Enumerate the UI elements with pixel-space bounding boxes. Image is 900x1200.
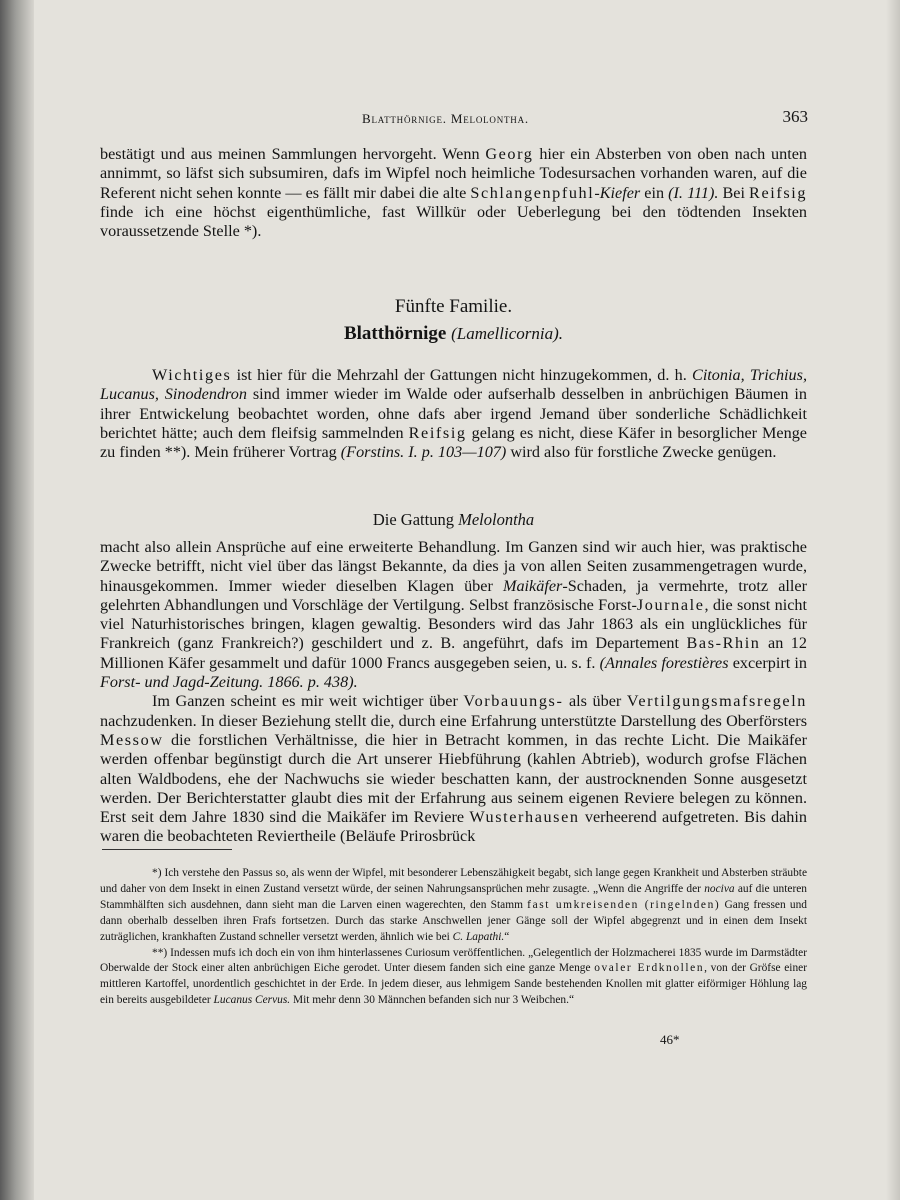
text-run: die forstlichen Verhältnisse, die hier in Betracht kommen, in das rechte Licht. Die Maikäfer werden offenbar begünstigt durch die Art unserer Hiebführung (kahlen Abtrieb), wodurch grofse Flächen alten Waldbodens, ehe der Nachwuchs sie wieder beschatten kann, der austrocknenden Sonne ausgesetzt werden. Der Berichterstatter glaubt dies mit der Erfahrung aus seinem eigenen Reviere belegen zu können. Erst seit dem Jahre 1830 sind die Maikäfer im Reviere — [100, 730, 807, 827]
family-latin-name: (Lamellicornia). — [451, 324, 564, 343]
text-run: Im Ganzen scheint es mir weit wichtiger über — [152, 692, 464, 711]
person-name: Reifsig — [749, 183, 808, 202]
text-run: nachzudenken. In dieser Beziehung stellt die, durch eine Erfahrung unterstützte Darstellung des Oberförsters — [100, 711, 807, 730]
text-run: “ — [504, 930, 510, 943]
text-run: ist hier für die Mehrzahl der Gattungen nicht hinzugekommen, d. h. — [231, 366, 693, 384]
text-run: auf die unteren Stammhälften sich ausdehnen, dann sieht man die Larven einen wagerechten, den Stamm — [100, 882, 807, 911]
citation: Forst- und Jagd-Zeitung. 1866. p. 438). — [100, 673, 358, 692]
footnote-rule — [102, 849, 232, 850]
citation: (I. 111). — [668, 183, 719, 202]
citation: (Forstins. I. p. 103—107) — [340, 443, 507, 462]
spaced-word: Vertilgungsmafsregeln — [626, 692, 807, 711]
footnotes — [100, 866, 807, 1009]
genus-name: Melolontha — [458, 510, 535, 529]
text-run: verheerend aufgetreten. Bis dahin waren die beobachteten Reviertheile (Beläufe Prirosbrück — [100, 808, 807, 846]
scanned-page-edge-left — [0, 0, 34, 1200]
place-name: Schlangenpfuhl — [470, 183, 595, 202]
text-run: Bei — [718, 183, 750, 202]
text-run: Mit mehr denn 30 Männchen befanden sich nur 3 Weibchen.“ — [290, 994, 574, 1007]
genus-paragraph-2 — [100, 692, 807, 846]
text-run: ein — [640, 183, 669, 202]
family-title — [100, 323, 807, 345]
text-run: an 12 Millionen Käfer gesammelt und dafür 1000 Francs ausgegeben seien, u. s. f. — [100, 634, 807, 672]
intro-paragraph — [100, 145, 807, 241]
genus-body — [100, 538, 807, 847]
family-paragraph — [100, 366, 807, 462]
text-run: bestätigt und aus meinen Sammlungen hervorgeht. Wenn — [100, 145, 486, 163]
citation: (Annales forestières — [599, 653, 729, 672]
page-header — [100, 107, 808, 131]
genus-paragraph-1 — [100, 538, 807, 692]
family-name: Blatthörnige — [343, 323, 447, 344]
spaced-phrase: fast umkreisenden (ringelnden) — [527, 898, 721, 911]
family-heading: Fünfte Familie. — [394, 296, 513, 317]
genus-heading — [100, 510, 807, 530]
text-run: - — [594, 183, 600, 202]
species-name: Lucanus Cervus. — [213, 994, 291, 1007]
spaced-word: Vorbauungs- — [463, 692, 564, 711]
text-run: , die sonst nicht viel Naturhistorisches bringen, klagen gewaltig. Besonders wird das Jahr 1863 als ein unglückliches für Frankreich (ganz Frankreich?) geschildert und z. B. angeführt, dafs im Departement — [100, 595, 808, 653]
text-run: als über — [563, 692, 627, 711]
footnote-1 — [100, 866, 807, 946]
text-run: -Schaden, ja vermehrte, trotz aller gelehrten Abhandlungen und Vorschläge der Vertilgung. Selbst französische Forst- — [100, 576, 807, 614]
text-run: Gang fressen und dann oberhalb desselben ihren Frafs fortsetzen. Durch das starke Anschwellen jener Gänge soll der Wipfel abgegrenzt und in einen dem Insekt zuträglichen, krankhaften Zustand schneller versetzt werden, ähnlich wie bei — [100, 898, 807, 943]
text-run: wird also für forstliche Zwecke genügen. — [506, 443, 777, 462]
text-run: *) Ich verstehe den Passus so, als wenn der Wipfel, mit besonderer Lebenszähigkeit begabt, sich lange gegen Krankheit und Absterben sträubte und daher von dem Insekt in einen Zustand versetzt würde, der seinen Nahrungsansprüchen mehr zusagte. „Wenn die Angriffe der — [100, 867, 807, 895]
spaced-phrase: ovaler Erdknollen — [594, 962, 705, 975]
place-name: Bas-Rhin — [686, 634, 761, 653]
species-name: C. Lapathi. — [452, 930, 505, 943]
italic-term: nociva — [704, 882, 735, 895]
text-run: , von der Gröfse einer mittleren Kartoffel, unordentlich geschichtet in der Erde. In jedem dieser, aus lehmigem Sande bestehenden Knollen mit glatter eiförmiger Höhlung lag ein bereits ausgebildeter — [100, 962, 808, 1007]
italic-term: Maikäfer — [502, 576, 563, 595]
text-run: gelang es nicht, diese Käfer in besorglicher Menge zu finden **). Mein früherer Vortrag — [100, 423, 807, 462]
person-name: Reifsig — [408, 423, 467, 442]
italic-term: Kiefer — [599, 183, 641, 202]
text-run: hier ein Absterben von oben nach unten annimmt, so läfst sich subsumiren, dafs im Wipfel noch heimliche Todesursachen vorhanden waren, auf die Referent nicht sehen konnte — es fällt mir dabei die alte — [100, 145, 807, 202]
scanned-page-edge-right — [886, 0, 900, 1200]
place-name: Wusterhausen — [469, 808, 580, 827]
genus-heading-prefix: Die Gattung — [372, 510, 459, 529]
emphasis-word: Wichtiges — [152, 366, 232, 384]
running-head: Blatthörnige. Melolontha. — [362, 111, 529, 126]
text-run: macht also allein Ansprüche auf eine erweiterte Behandlung. Im Ganzen sind wir auch hier, was praktische Zwecke betrifft, nicht viel über das längst Bekannte, da dies ja von allen Seiten zusammengetragen wurde, hinausgekommen. Immer wieder dieselben Klagen über — [100, 538, 807, 595]
text-run: excerpirt in — [728, 653, 807, 672]
spaced-word: Journale — [636, 595, 705, 614]
signature-mark: 46* — [660, 1032, 680, 1047]
text-run: **) Indessen mufs ich doch ein von ihm hinterlassenes Curiosum veröffentlichen. „Gelegentlich der Holzmacherei 1835 wurde im Darmstädter Oberwalde der Stock einer alten anbrüchigen Eiche gerodet. Unter diesem fanden sich eine ganze Menge — [100, 946, 807, 975]
text-run: finde ich eine höchst eigenthümliche, fast Willkür oder Ueberlegung bei den tödtenden Insekten voraussetzende Stelle *). — [100, 202, 807, 241]
genus-list: Citonia, Trichius, Lucanus, Sinodendron — [100, 366, 807, 404]
person-name: Messow — [100, 730, 164, 749]
text-run: sind immer wieder im Walde oder aufserhalb desselben in anbrüchigen Bäumen in ihrer Entwickelung beobachtet worden, ohne dafs aber irgend Jemand über sonderliche Schädlichkeit berichtet hätte; auch dem fleifsig sammelnden — [100, 385, 808, 442]
person-name: Georg — [485, 145, 534, 163]
page-number: 363 — [782, 107, 808, 126]
footnote-2 — [100, 946, 807, 1010]
